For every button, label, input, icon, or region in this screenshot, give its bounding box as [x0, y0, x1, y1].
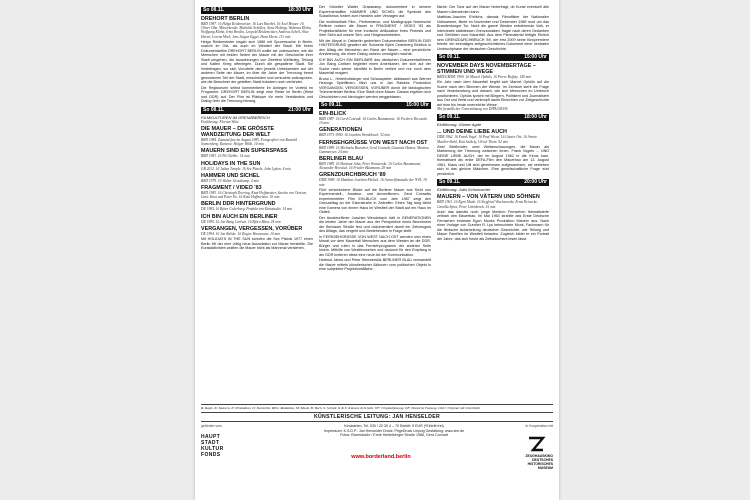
film-title: HAMMER UND SICHEL [201, 172, 260, 179]
film-credits: DE 1985. 16 Björn Cederberg. Produkt von Kinostudio. 14 min [201, 207, 293, 212]
film-credits: BRD 1961. 16 Egon Monk. 16 Siegfried Wischnewski, Ernst Reinecke, Camilla Spira, Peter Lehmbrock. 61 min [437, 200, 538, 209]
screening-date-bar [437, 54, 549, 61]
column-2 [319, 4, 431, 400]
film-title: NOVEMBER DAYS NOVEMBERTAGE – STIMMEN UND WEGE [437, 63, 536, 75]
film-description: fläche. Der Tanz auf der Mauer hinterfragt, ob Kunst eventuell alle Mauern überwinden kann. [437, 5, 549, 14]
film-title: MAUERN – VON VÄTERN UND SÖHNEN [437, 194, 540, 201]
film-description: Die multimediale Film-, Performance- und Musikgruppe Notorische Reflexe nutzen die Mauer in FRAGMENT / VIDEO '83 als Projektionsfläche für eine ironische Artikulation ihres Protests und ihrer Sicht auf unsere Seh- und Hörgewohnheiten. [319, 19, 431, 37]
ticket-info [289, 424, 499, 438]
film-credits: DE 1994. 16 Jan Ralske. 16 Rogier Haarmann. 10 min [201, 231, 281, 236]
screening-time: 20:00 Uhr [524, 179, 547, 186]
funder-logo: HAUPT STADT KULTUR FONDS [201, 434, 224, 458]
film-credits: DE 1990. 16 Jon Bang Carlsen. 16 Björn Blast. 24 min [201, 219, 281, 224]
screening-date: So 08.11. [203, 106, 225, 113]
film-credits: BRD 1981. 16 Pit Glebbe. 14 min [201, 154, 250, 159]
film-credits: BRD 1987. 16 Helga Reidemeister. 16 Lars Barthel. 16 Axel Brauer. 16 Oliver Olm. Mitwirkende: Mathilde Scholles, Anne Holzing, Waltraut Klöhn, Wolfgang Klöhn, Irmo Brodin, Leopold Reidemeister, Andreas Schell, Alice Hartel, Lorenz Mich, Jens Jürgen Egger, Hans Mertz. 113 min [201, 22, 312, 39]
film-title: HOLIDAYS IN THE SUN [201, 160, 261, 167]
program-subtitle: Einführung: Günter Agde [437, 122, 482, 128]
film-description: Hartmut Jahns und Peter Wensierskis BERLINER BLAU verwandelt die Mauer mittels künstlerischer Aktionen vom politischen Objekt in eine subjektive Projektionsfläche. [319, 258, 431, 272]
film-description: Helga Reidemeister begab sich 1986 mit Spurensuche in Berlin, sowohl im Ost- als auch im Westteil der Stadt. Mit ihrem Dokumentarfilm DREHORT BERLIN wollte sie untersuchen, wie die Menschen mit beiden Seiten der Mauer mit der Geschichte ihrer Stadt umgehen, die Auswirkungen von Zweitem Weltkrieg, Teilung und Kalten Krieg offenlegen. Durch die gespaltene Stadt. Sie hinterfragen, wo sich Vorurteile dem jeweils Unbekannten auf der anderen Seite der Mauer, im über die Jahre der Trennung fremd gewordenen Teil der Stadt, entscheiden und versuchte aufzuspüren, wie die Bewohner der geteilten Stadt trotzdem noch verbindet. [201, 39, 313, 85]
film-description: Bruno L., Hinterhofsänger und Schauspieler, abklassert aus Werner Herzogs Spielfilmen, fährt uns in Jan Ralskes Produktion VERGANGEN, VERGESSEN, VORÜBER durch die ideologischen Trümmerfelder Berlins. Eine Stadt ohne Mauer. Daraus ergeben sich Geschichten und Ideologien werden weggeblasen. [319, 76, 431, 99]
film-credits: BRD/GB/DE 1990. 16 Marcel Ophüls. 16 Pierre Boffety. 140 min [437, 75, 532, 79]
film-title: FRAGMENT / VIDEO '83 [201, 185, 262, 192]
screening-date: So 09.11. [321, 102, 343, 108]
film-credits: BRD 1984. Zustand fast im August 1985. Fotografiert von Rainald Sonnenberg. Kamera: Holger Wildt. 14 min [201, 138, 297, 147]
screening-time: 18:00 Uhr [524, 114, 547, 121]
film-title: FERNSEHGRÜSSE VON WEST NACH OST [319, 139, 428, 146]
info-line: Kinokarten: Tel. 030 / 20 30 4 – 70 Eintritt: 5 EUR (*Eintritt frei) [344, 424, 444, 428]
column-1 [201, 4, 313, 400]
footer [201, 424, 553, 494]
artistic-direction: KÜNSTLERISCHE LEITUNG: JAN HENSELDER [201, 412, 553, 422]
info-line: Fotos: Elsenstraße / Erste Heidelberger Straße 1986, Gerd Conradt [340, 433, 448, 438]
column-3 [437, 4, 549, 400]
film-title: EIN-BLICK [319, 111, 347, 117]
screening-date-bar [201, 107, 313, 114]
screening-date: So 09.11. [439, 114, 461, 121]
film-credits: BRD 1989. 16 Michaela Buescher, Gerd Conradt, Gusantis Hämes, Martina Gummersen. 24 min [319, 145, 429, 154]
film-description: Auch das damals noch junge Medium Fernsehen thematisierte zeitnah den Mauerbau: Im Mai 1963 strahlte das Erste Deutsche Fernsehen erstmals Egon Monks Produktion Mauern aus. Nach einer Vorlage von Gunther R. Lys beleuchtete Monk, Fachmann für die filmische Aufarbeitung deutscher Geschichte, wie Teilung und Mauer Familien im Westteil belasten. Zugleich bildet er ein Portrait der Jahre, das sich heute als Zeitdokument lesen lässt. [437, 209, 549, 241]
screening-date: So 08.11. [203, 7, 225, 13]
screening-date: So 09.11. [439, 54, 461, 60]
film-description: ICH BIN AUCH EIN BERLINER des dänischen Dokumentarfilmers Jon Bang Carlsen begleitet einen Amerikaner, der sich auf der Suche nach seiner Identität in Berlin verliert und nur noch dem Mauerfall reagiert. [319, 57, 431, 75]
screening-date-bar [319, 102, 431, 109]
film-description: Matthias-Joachim Ehrlichs, damals Filmoffizier der Nationalen Volksarmee, filmte im November und Dezember 1989 rund um das Brandenburger Tor. Nicht die ganze Westen entstehende Volk, er interviewte stattdessen Grenzsoldaten, fragte nach deren Gedanken und Gefühlen zum Mauerfall. Aus dem Filmmaterial fertigte Ehrlich sein GRENZDURCHBRUCH '89, der erst 2009 seine Kinopremiere feierte: ein einmaliges zeitgeschichtliches Dokument einer zentralen Umbruchphase der deutschen Geschichte. [437, 15, 549, 51]
screening-time: 15:00 Uhr [524, 54, 547, 60]
film-credits: GB 2012. 16 Julian Temple. 16 Sex Pistols, John Lydon. 4 min [201, 166, 291, 171]
film-title: VERGANGEN, VERGESSEN, VORÜBER [201, 225, 303, 232]
screening-date-bar [437, 114, 549, 121]
program-subtitle: FILMKULTUREN IM GRENZBEREICH [201, 114, 270, 120]
film-credits: BRD 1987. 16 Gerd Conradt. 16 Carlos Bustamante. 16 Frederic Riccardo. 10 min [319, 117, 428, 126]
film-title: BERLINER BLAU [319, 156, 364, 163]
film-title: ... UND DEINE LIEBE AUCH [437, 129, 507, 136]
screening-time: 15:00 Uhr [406, 102, 429, 108]
film-description: Ein Jahr nach dem Mauerfall begibt sich Marcel Ophüls auf die Suche nach den Stimmen der Wende. Im Zentrum steht die Frage nach Verantwortung und danach, wie sich Menschen im Umbruch positionieren. Ophüls spricht mit Bürgern, Politikern und Journalisten aus Ost und West und verknüpft damit Einsichten zur Zeitgeschichte auf eine bis heute unerreichte Weise. [437, 80, 549, 107]
screening-date-bar [437, 179, 549, 186]
film-credits: BRD 1979. 16 Walter Grasskamp. 4 min [201, 178, 259, 183]
film-title: ICH BIN AUCH EIN BERLINER [201, 213, 278, 220]
film-credits: Einführung: Florian Wüst [201, 119, 239, 124]
film-credits: BRD 1983. 16 Christoph Doering, Knut Hoffmeister, Sascha von Oertzen. Gast: Knut und Pater Ilo. 16 Knut Hoffmeister. 16 min [201, 191, 308, 200]
film-credits: DDR 1989. 16 Matthias Joachim Ehrlich. 16 Armeefilmstudio der NVA. 18 min [319, 178, 427, 187]
film-description: Zwei Stiefbrüder, zwei Weltanschauungen, die Mauer als Markierung der Trennung zwischen ihnen. Frank Vogels ... UND DEINE LIEBE AUCH, der im August 1962 in die Kinos kam, thematisiert als erste DEFA-Film den Mauerbau am 13. August 1961. Klaus und Ulli sind gemeinsam aufgewachsen, sie verlieben sich in das gleiche Mädchen. Eine gesellschaftliche Frage wird persönlich. [437, 144, 549, 176]
film-title: BERLIN DDR HINTERGRUND [201, 201, 276, 208]
info-line: Impressum: K.S.D.P.: Jan Henselder Druck: PögeDruck Leipzig Gestaltung: www.zim.de [323, 428, 465, 433]
film-title: DIE MAUER – DIE GRÖSSTE WANDZEITUNG DER WELT [201, 126, 275, 139]
funder-label: gefördert vom [201, 424, 222, 428]
website-link[interactable]: www.borderland.berlin [351, 454, 411, 460]
film-title: MAUERN SIND EIN SUPERSPASS [201, 148, 288, 155]
abbreviation-credits: R: Regie. K: Kamera. P: Produktion. D: Darsteller. REG: Redaktion. M: Musik. B: Buch. S: Schnitt. K & S: Kamera & Schnitt. OF: Originalfassung. DF: Deutsche Fassung. OmU: Original mit Untertiteln [201, 404, 553, 410]
screening-time: 21:00 Uhr [288, 106, 311, 113]
film-description: Mit HOLIDAYS IN THE SUN schufen die Sex Pistols 1977 einen Berlin Hit der eine völlig neue Assoziation zur Mauer herstellte. Die Kunstaktivisten wollten die Mauer nicht als Mahnmal verstehen. [201, 237, 313, 251]
film-credits: BRD 1989. 16 Hartmut Jahn, Peter Wensierski. 16 Carlos Bustamante, Alexander Horstick. 16 Frieder Butzmann. 28 min [319, 162, 422, 171]
film-description: Fünf verschiedene Blicke auf die Berliner Mauer aus Sicht von Experimentell-, Amateur- und Armeefilmern. Gerd Conradts experimenteller Film EIN-BLICK vom Jahr 1987 zeigt den Grenzalltag an der Elsenstraße in Zeitraffer. Einen Tag lang blickt eine Kamera von einem Haus im Westteil der Stadt auf ein Haus im Ostteil. [319, 187, 431, 215]
screening-time: 18:30 Uhr [288, 7, 311, 13]
film-description: In FERNSEHGRÜSSE VON WEST NACH OST wenden sich einen Monat vor dem Mauerfall Menschen aus dem Westen an die DDR-Bürger und rufen in das Fernsehprogramm der anderen Seite hinein. Mithilfe von Westfernsehen und dadurch für den Empfang in der DDR kreieren diese eine neue Art der Kommunikation. [319, 234, 431, 257]
film-description: Die Regisseurin selbst kommentierte ihr Anliegen im Vorfeld im Programm: DREHORT BERLIN zeigt eine Reise im Berlin (West und DDR) auf. Der Film ist Plädoyer für mehr Verständnis und Dialog über die Trennung hinweg. [201, 85, 313, 104]
film-title: GRENZDURCHBRUCH '89 [319, 172, 386, 179]
film-description: Der Amateurfilmer Joachim Wendebach hält in GENERATIONEN die letzten Jahre der Mauer aus der Perspektive eines Bewohners der Bernauer Straße fest und dokumentiert damit ein Zeitzeugnis des Alltags, das vergeht und Bestehendes in Frage stellt. [319, 215, 431, 234]
program-columns [201, 4, 553, 400]
film-description: Mit der Alepal in Ostberlin gedrehten Dokumentation BERLIN DDR HINTERGRUND gewährt der Schwede Björn Cederberg Einblick in den Alltag der Menschen am Rand der Mauer – eine persönliche Annäherung, die einen Dialog nahezu unmöglich machte. [319, 38, 431, 56]
partner-label: In Kooperation mit [525, 424, 553, 428]
film-credits: BRD 1971-1990. 16 Joachim Wendebach. 32 min [319, 133, 390, 138]
zeughauskino-logo-icon [525, 436, 547, 452]
film-description: Der Künstler Walter Grasskamp dokumentiert in seinem Experimentalfilm HAMMER UND SICHEL die Symbole des Sozialismus fordert zum Handeln oder Verzagen auf. [319, 5, 431, 18]
film-title: DREHORT BERLIN [201, 16, 250, 22]
screening-date: So 09.11. [439, 179, 461, 186]
program-subtitle: Einführung: Julia Schumacher [437, 187, 491, 193]
partner-name: ZEUGHAUSKINO DEUTSCHES HISTORISCHES MUSEUM [525, 454, 553, 470]
program-sheet [195, 0, 559, 500]
support-note: Mit freundlicher Unterstützung von DIFA/GB HS [437, 107, 508, 112]
film-title: GENERATIONEN [319, 127, 363, 134]
screening-date-bar [201, 7, 313, 14]
film-credits: DDR 1962. 16 Frank Vogel. 16 Paul Wiens. 16 Günter Ost. 16 Armin Mueller-Stahl, Kati Székely, Ulrich Thein. 92 min [437, 135, 537, 144]
